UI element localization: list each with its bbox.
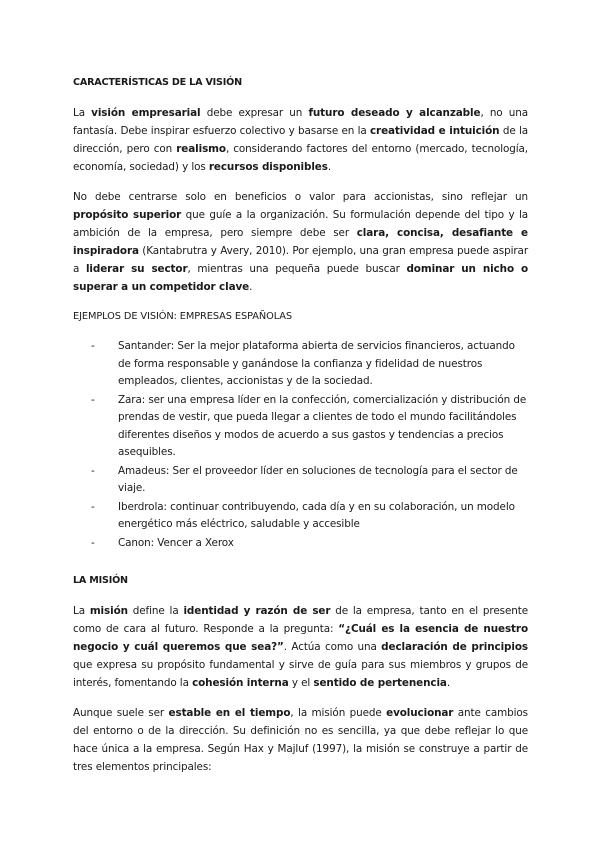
list-item: - Iberdrola: continuar contribuyendo, cada día y en su colaboración, un modelo energético más eléctrico, saludable y accesible (73, 499, 528, 534)
vision-paragraph-2: No debe centrarse solo en beneficios o valor para accionistas, sino reflejar un propósito superior que guíe a la organización. Su formulación depende del tipo y la ambición de la empresa, pero siempre debe ser clara, concisa, desafiante e inspiradora (Kantabrutra y Avery, 2010). Por ejemplo, una gran empresa puede aspirar a liderar su sector, mientras una pequeña puede buscar dominar un nicho o superar a un competidor clave. (73, 191, 529, 293)
list-item: - Zara: ser una empresa líder en la confección, comercialización y distribución de prendas de vestir, que pueda llegar a clientes de todo el mundo facilitándoles diferentes diseños y modos de acuerdo a sus gastos y tendencias a precios asequibles. (73, 392, 528, 462)
examples-heading: EJEMPLOS DE VISIÓN: EMPRESAS ESPAÑOLAS (73, 311, 293, 322)
list-item: - Amadeus: Ser el proveedor líder en soluciones de tecnología para el sector de viaje. (73, 463, 528, 498)
list-item: - Santander: Ser la mejor plataforma abierta de servicios financieros, actuando de forma responsable y ganándose la confianza y fidelidad de nuestros empleados, clientes, accionistas y de la sociedad. (73, 338, 528, 391)
section-title-mision: LA MISIÓN (73, 575, 128, 586)
list-item: - Canon: Vencer a Xerox (73, 535, 528, 553)
section-title-vision: CARACTERÍSTICAS DE LA VISIÓN (73, 77, 242, 88)
vision-paragraph-1: La visión empresarial debe expresar un futuro deseado y alcanzable, no una fantasía. Debe inspirar esfuerzo colectivo y basarse en la creatividad e intuición de la dirección, pero con realismo, considerando factores del entorno (mercado, tecnología, economía, sociedad) y los recursos disponibles. (73, 107, 529, 173)
examples-list (73, 338, 528, 552)
mision-paragraph-2: Aunque suele ser estable en el tiempo, la misión puede evolucionar ante cambios del entorno o de la dirección. Su definición no es sencilla, ya que debe reflejar lo que hace única a la empresa. Según Hax y Majluf (1997), la misión se construye a partir de tres elementos principales: (73, 707, 528, 773)
mision-paragraph-1: La misión define la identidad y razón de ser de la empresa, tanto en el presente como de cara al futuro. Responde a la pregunta: “¿Cuál es la esencia de nuestro negocio y cuál queremos que sea?”. Actúa como una declaración de principios que expresa su propósito fundamental y sirve de guía para sus miembros y grupos de interés, fomentando la cohesión interna y el sentido de pertenencia. (73, 605, 528, 689)
